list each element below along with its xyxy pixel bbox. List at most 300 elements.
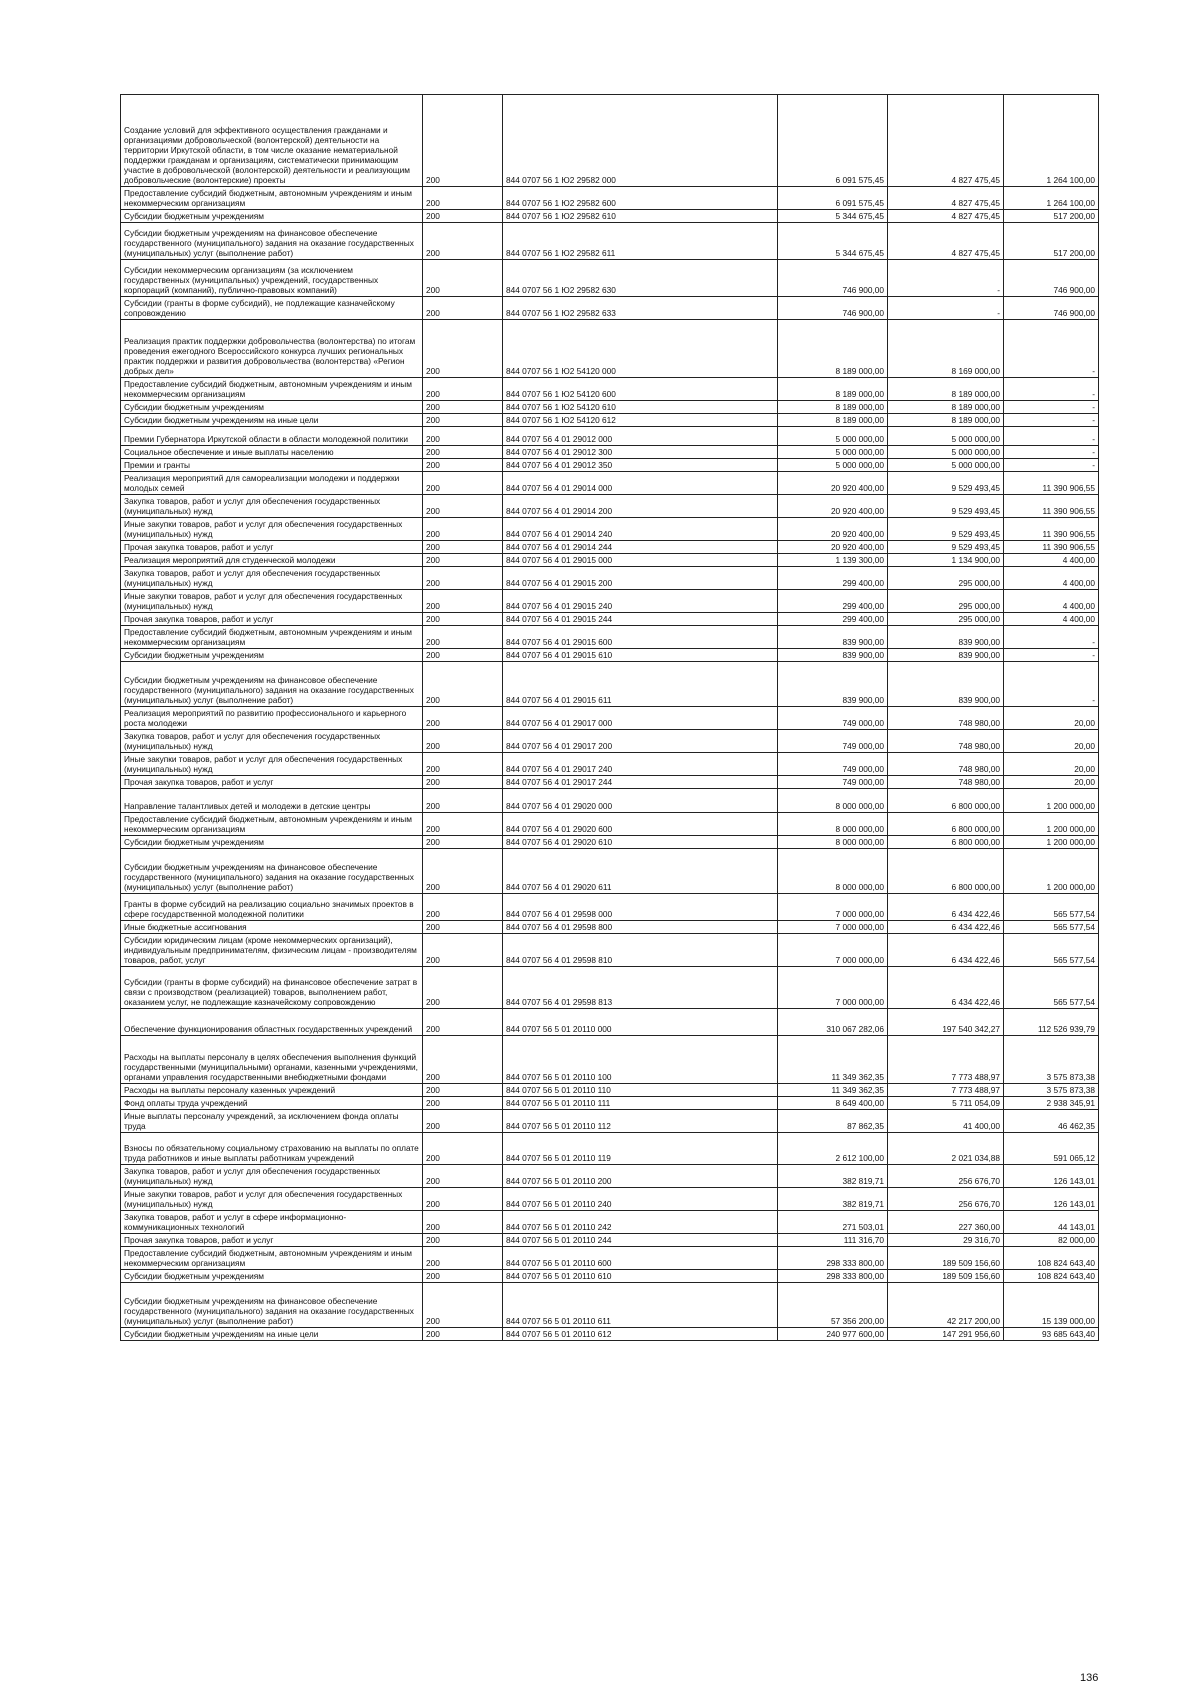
executed-amount: 7 773 488,97 bbox=[888, 1084, 1004, 1097]
executed-amount: 6 800 000,00 bbox=[888, 813, 1004, 836]
table-row bbox=[121, 967, 1099, 1009]
item-name: Субсидии юридическим лицам (кроме некоммерческих организаций), индивидуальным предпринимателям, физическим лицам - производителям товаров, работ, услуг bbox=[121, 934, 423, 967]
table-row bbox=[121, 414, 1099, 427]
table-row bbox=[121, 753, 1099, 776]
budget-classification-code: 844 0707 56 4 01 29015 200 bbox=[503, 567, 778, 590]
item-name: Гранты в форме субсидий на реализацию социально значимых проектов в сфере государственной молодежной политики bbox=[121, 894, 423, 921]
unexecuted-amount: 565 577,54 bbox=[1004, 967, 1099, 1009]
table-row bbox=[121, 894, 1099, 921]
approved-amount: 8 189 000,00 bbox=[778, 320, 888, 378]
executed-amount: 839 900,00 bbox=[888, 662, 1004, 707]
budget-classification-code: 844 0707 56 1 Ю2 54120 000 bbox=[503, 320, 778, 378]
approved-amount: 5 344 675,45 bbox=[778, 210, 888, 223]
admin-code: 200 bbox=[423, 894, 503, 921]
item-name: Предоставление субсидий бюджетным, автономным учреждениям и иным некоммерческим организациям bbox=[121, 378, 423, 401]
unexecuted-amount: 4 400,00 bbox=[1004, 567, 1099, 590]
table-row bbox=[121, 934, 1099, 967]
table-body bbox=[121, 95, 1099, 1341]
table-row bbox=[121, 590, 1099, 613]
admin-code: 200 bbox=[423, 921, 503, 934]
unexecuted-amount: 20,00 bbox=[1004, 730, 1099, 753]
executed-amount: 4 827 475,45 bbox=[888, 210, 1004, 223]
unexecuted-amount: 15 139 000,00 bbox=[1004, 1283, 1099, 1328]
admin-code: 200 bbox=[423, 1165, 503, 1188]
budget-classification-code: 844 0707 56 4 01 29598 813 bbox=[503, 967, 778, 1009]
executed-amount: 6 800 000,00 bbox=[888, 836, 1004, 849]
item-name: Закупка товаров, работ и услуг для обеспечения государственных (муниципальных) нужд bbox=[121, 567, 423, 590]
table-row bbox=[121, 730, 1099, 753]
approved-amount: 298 333 800,00 bbox=[778, 1270, 888, 1283]
executed-amount: 839 900,00 bbox=[888, 649, 1004, 662]
executed-amount: 29 316,70 bbox=[888, 1234, 1004, 1247]
item-name: Закупка товаров, работ и услуг для обеспечения государственных (муниципальных) нужд bbox=[121, 495, 423, 518]
executed-amount: 6 800 000,00 bbox=[888, 849, 1004, 894]
approved-amount: 839 900,00 bbox=[778, 649, 888, 662]
item-name: Прочая закупка товаров, работ и услуг bbox=[121, 613, 423, 626]
budget-classification-code: 844 0707 56 4 01 29014 240 bbox=[503, 518, 778, 541]
item-name: Социальное обеспечение и иные выплаты населению bbox=[121, 446, 423, 459]
table-row bbox=[121, 541, 1099, 554]
budget-classification-code: 844 0707 56 5 01 20110 000 bbox=[503, 1009, 778, 1036]
unexecuted-amount: - bbox=[1004, 427, 1099, 446]
unexecuted-amount: 565 577,54 bbox=[1004, 894, 1099, 921]
approved-amount: 20 920 400,00 bbox=[778, 518, 888, 541]
unexecuted-amount: - bbox=[1004, 459, 1099, 472]
approved-amount: 5 000 000,00 bbox=[778, 427, 888, 446]
unexecuted-amount: 11 390 906,55 bbox=[1004, 518, 1099, 541]
budget-classification-code: 844 0707 56 4 01 29015 244 bbox=[503, 613, 778, 626]
admin-code: 200 bbox=[423, 446, 503, 459]
approved-amount: 749 000,00 bbox=[778, 707, 888, 730]
admin-code: 200 bbox=[423, 662, 503, 707]
executed-amount: 9 529 493,45 bbox=[888, 518, 1004, 541]
approved-amount: 8 000 000,00 bbox=[778, 836, 888, 849]
table-row bbox=[121, 495, 1099, 518]
unexecuted-amount: 82 000,00 bbox=[1004, 1234, 1099, 1247]
approved-amount: 5 000 000,00 bbox=[778, 446, 888, 459]
item-name: Реализация мероприятий для студенческой молодежи bbox=[121, 554, 423, 567]
approved-amount: 746 900,00 bbox=[778, 297, 888, 320]
budget-classification-code: 844 0707 56 5 01 20110 242 bbox=[503, 1211, 778, 1234]
executed-amount: 295 000,00 bbox=[888, 590, 1004, 613]
admin-code: 200 bbox=[423, 1328, 503, 1341]
budget-classification-code: 844 0707 56 4 01 29598 810 bbox=[503, 934, 778, 967]
approved-amount: 20 920 400,00 bbox=[778, 541, 888, 554]
approved-amount: 749 000,00 bbox=[778, 776, 888, 789]
approved-amount: 299 400,00 bbox=[778, 613, 888, 626]
table-row bbox=[121, 649, 1099, 662]
executed-amount: 2 021 034,88 bbox=[888, 1133, 1004, 1165]
unexecuted-amount: - bbox=[1004, 401, 1099, 414]
executed-amount: 147 291 956,60 bbox=[888, 1328, 1004, 1341]
budget-classification-code: 844 0707 56 4 01 29012 300 bbox=[503, 446, 778, 459]
table-row bbox=[121, 1283, 1099, 1328]
unexecuted-amount: 20,00 bbox=[1004, 776, 1099, 789]
unexecuted-amount: 126 143,01 bbox=[1004, 1165, 1099, 1188]
item-name: Субсидии бюджетным учреждениям bbox=[121, 210, 423, 223]
approved-amount: 2 612 100,00 bbox=[778, 1133, 888, 1165]
item-name: Прочая закупка товаров, работ и услуг bbox=[121, 1234, 423, 1247]
unexecuted-amount: - bbox=[1004, 320, 1099, 378]
item-name: Иные закупки товаров, работ и услуг для обеспечения государственных (муниципальных) нужд bbox=[121, 518, 423, 541]
budget-classification-code: 844 0707 56 1 Ю2 54120 610 bbox=[503, 401, 778, 414]
admin-code: 200 bbox=[423, 789, 503, 813]
executed-amount: 4 827 475,45 bbox=[888, 223, 1004, 260]
executed-amount: - bbox=[888, 260, 1004, 297]
approved-amount: 271 503,01 bbox=[778, 1211, 888, 1234]
budget-classification-code: 844 0707 56 4 01 29015 611 bbox=[503, 662, 778, 707]
item-name: Направление талантливых детей и молодежи в детские центры bbox=[121, 789, 423, 813]
executed-amount: 9 529 493,45 bbox=[888, 472, 1004, 495]
table-row bbox=[121, 1133, 1099, 1165]
executed-amount: 6 434 422,46 bbox=[888, 921, 1004, 934]
page-number: 136 bbox=[1080, 1672, 1099, 1684]
unexecuted-amount: - bbox=[1004, 414, 1099, 427]
table-row bbox=[121, 1188, 1099, 1211]
table-row bbox=[121, 626, 1099, 649]
executed-amount: 189 509 156,60 bbox=[888, 1270, 1004, 1283]
approved-amount: 8 000 000,00 bbox=[778, 789, 888, 813]
unexecuted-amount: 44 143,01 bbox=[1004, 1211, 1099, 1234]
approved-amount: 839 900,00 bbox=[778, 626, 888, 649]
budget-classification-code: 844 0707 56 5 01 20110 611 bbox=[503, 1283, 778, 1328]
executed-amount: 295 000,00 bbox=[888, 613, 1004, 626]
budget-classification-code: 844 0707 56 1 Ю2 29582 600 bbox=[503, 187, 778, 210]
table-row bbox=[121, 223, 1099, 260]
item-name: Иные закупки товаров, работ и услуг для обеспечения государственных (муниципальных) нужд bbox=[121, 1188, 423, 1211]
approved-amount: 299 400,00 bbox=[778, 590, 888, 613]
approved-amount: 8 189 000,00 bbox=[778, 401, 888, 414]
item-name: Прочая закупка товаров, работ и услуг bbox=[121, 541, 423, 554]
admin-code: 200 bbox=[423, 297, 503, 320]
budget-classification-code: 844 0707 56 4 01 29020 600 bbox=[503, 813, 778, 836]
table-row bbox=[121, 1165, 1099, 1188]
executed-amount: 5 000 000,00 bbox=[888, 459, 1004, 472]
table-row bbox=[121, 210, 1099, 223]
admin-code: 200 bbox=[423, 320, 503, 378]
item-name: Субсидии бюджетным учреждениям bbox=[121, 401, 423, 414]
admin-code: 200 bbox=[423, 753, 503, 776]
budget-classification-code: 844 0707 56 1 Ю2 29582 633 bbox=[503, 297, 778, 320]
table-row bbox=[121, 320, 1099, 378]
admin-code: 200 bbox=[423, 1036, 503, 1084]
admin-code: 200 bbox=[423, 427, 503, 446]
unexecuted-amount: 591 065,12 bbox=[1004, 1133, 1099, 1165]
table-row bbox=[121, 95, 1099, 187]
item-name: Субсидии (гранты в форме субсидий), не подлежащие казначейскому сопровождению bbox=[121, 297, 423, 320]
admin-code: 200 bbox=[423, 210, 503, 223]
admin-code: 200 bbox=[423, 518, 503, 541]
admin-code: 200 bbox=[423, 459, 503, 472]
budget-classification-code: 844 0707 56 5 01 20110 612 bbox=[503, 1328, 778, 1341]
table-row bbox=[121, 554, 1099, 567]
admin-code: 200 bbox=[423, 1084, 503, 1097]
unexecuted-amount: 11 390 906,55 bbox=[1004, 495, 1099, 518]
unexecuted-amount: 4 400,00 bbox=[1004, 554, 1099, 567]
unexecuted-amount: 112 526 939,79 bbox=[1004, 1009, 1099, 1036]
item-name: Субсидии бюджетным учреждениям на иные цели bbox=[121, 1328, 423, 1341]
executed-amount: 4 827 475,45 bbox=[888, 187, 1004, 210]
budget-classification-code: 844 0707 56 1 Ю2 29582 000 bbox=[503, 95, 778, 187]
unexecuted-amount: 4 400,00 bbox=[1004, 613, 1099, 626]
table-row bbox=[121, 662, 1099, 707]
approved-amount: 310 067 282,06 bbox=[778, 1009, 888, 1036]
budget-classification-code: 844 0707 56 1 Ю2 29582 610 bbox=[503, 210, 778, 223]
admin-code: 200 bbox=[423, 707, 503, 730]
budget-classification-code: 844 0707 56 4 01 29015 240 bbox=[503, 590, 778, 613]
item-name: Субсидии бюджетным учреждениям на финансовое обеспечение государственного (муниципального) задания на оказание государственных (муниципальных) услуг (выполнение работ) bbox=[121, 849, 423, 894]
item-name: Иные бюджетные ассигнования bbox=[121, 921, 423, 934]
table-row bbox=[121, 1211, 1099, 1234]
budget-classification-code: 844 0707 56 5 01 20110 112 bbox=[503, 1110, 778, 1133]
table-row bbox=[121, 789, 1099, 813]
unexecuted-amount: - bbox=[1004, 662, 1099, 707]
executed-amount: 41 400,00 bbox=[888, 1110, 1004, 1133]
budget-classification-code: 844 0707 56 4 01 29598 800 bbox=[503, 921, 778, 934]
budget-classification-code: 844 0707 56 4 01 29020 610 bbox=[503, 836, 778, 849]
admin-code: 200 bbox=[423, 1110, 503, 1133]
table-row bbox=[121, 567, 1099, 590]
item-name: Реализация мероприятий для самореализации молодежи и поддержки молодых семей bbox=[121, 472, 423, 495]
executed-amount: 295 000,00 bbox=[888, 567, 1004, 590]
approved-amount: 20 920 400,00 bbox=[778, 495, 888, 518]
budget-classification-code: 844 0707 56 5 01 20110 200 bbox=[503, 1165, 778, 1188]
budget-classification-code: 844 0707 56 4 01 29017 200 bbox=[503, 730, 778, 753]
admin-code: 200 bbox=[423, 541, 503, 554]
admin-code: 200 bbox=[423, 472, 503, 495]
executed-amount: 839 900,00 bbox=[888, 626, 1004, 649]
unexecuted-amount: 20,00 bbox=[1004, 753, 1099, 776]
budget-classification-code: 844 0707 56 4 01 29014 200 bbox=[503, 495, 778, 518]
table-row bbox=[121, 921, 1099, 934]
approved-amount: 8 000 000,00 bbox=[778, 849, 888, 894]
approved-amount: 746 900,00 bbox=[778, 260, 888, 297]
item-name: Субсидии бюджетным учреждениям на финансовое обеспечение государственного (муниципального) задания на оказание государственных (муниципальных) услуг (выполнение работ) bbox=[121, 223, 423, 260]
approved-amount: 382 819,71 bbox=[778, 1165, 888, 1188]
item-name: Обеспечение функционирования областных государственных учреждений bbox=[121, 1009, 423, 1036]
admin-code: 200 bbox=[423, 1211, 503, 1234]
approved-amount: 8 649 400,00 bbox=[778, 1097, 888, 1110]
item-name: Закупка товаров, работ и услуг для обеспечения государственных (муниципальных) нужд bbox=[121, 730, 423, 753]
budget-sheet bbox=[120, 94, 1098, 1341]
budget-classification-code: 844 0707 56 5 01 20110 610 bbox=[503, 1270, 778, 1283]
unexecuted-amount: 108 824 643,40 bbox=[1004, 1247, 1099, 1270]
executed-amount: 748 980,00 bbox=[888, 753, 1004, 776]
executed-amount: 6 434 422,46 bbox=[888, 967, 1004, 1009]
approved-amount: 1 139 300,00 bbox=[778, 554, 888, 567]
table-row bbox=[121, 459, 1099, 472]
item-name: Субсидии бюджетным учреждениям на финансовое обеспечение государственного (муниципального) задания на оказание государственных (муниципальных) услуг (выполнение работ) bbox=[121, 1283, 423, 1328]
approved-amount: 5 000 000,00 bbox=[778, 459, 888, 472]
unexecuted-amount: 746 900,00 bbox=[1004, 297, 1099, 320]
unexecuted-amount: - bbox=[1004, 649, 1099, 662]
table-row bbox=[121, 613, 1099, 626]
unexecuted-amount: - bbox=[1004, 378, 1099, 401]
admin-code: 200 bbox=[423, 187, 503, 210]
executed-amount: 189 509 156,60 bbox=[888, 1247, 1004, 1270]
executed-amount: 748 980,00 bbox=[888, 707, 1004, 730]
table-row bbox=[121, 401, 1099, 414]
admin-code: 200 bbox=[423, 223, 503, 260]
item-name: Иные закупки товаров, работ и услуг для обеспечения государственных (муниципальных) нужд bbox=[121, 590, 423, 613]
item-name: Предоставление субсидий бюджетным, автономным учреждениям и иным некоммерческим организациям bbox=[121, 187, 423, 210]
budget-classification-code: 844 0707 56 4 01 29012 350 bbox=[503, 459, 778, 472]
approved-amount: 6 091 575,45 bbox=[778, 187, 888, 210]
approved-amount: 749 000,00 bbox=[778, 730, 888, 753]
item-name: Субсидии бюджетным учреждениям на иные цели bbox=[121, 414, 423, 427]
budget-classification-code: 844 0707 56 4 01 29017 240 bbox=[503, 753, 778, 776]
unexecuted-amount: 1 200 000,00 bbox=[1004, 813, 1099, 836]
unexecuted-amount: 565 577,54 bbox=[1004, 934, 1099, 967]
item-name: Премии и гранты bbox=[121, 459, 423, 472]
admin-code: 200 bbox=[423, 1133, 503, 1165]
admin-code: 200 bbox=[423, 495, 503, 518]
table-row bbox=[121, 1036, 1099, 1084]
item-name: Субсидии (гранты в форме субсидий) на финансовое обеспечение затрат в связи с производством (реализацией) товаров, выполнением работ, оказанием услуг, не подлежащие казначейскому сопровождению bbox=[121, 967, 423, 1009]
budget-classification-code: 844 0707 56 1 Ю2 54120 612 bbox=[503, 414, 778, 427]
unexecuted-amount: 1 200 000,00 bbox=[1004, 789, 1099, 813]
admin-code: 200 bbox=[423, 1270, 503, 1283]
table-row bbox=[121, 707, 1099, 730]
item-name: Иные закупки товаров, работ и услуг для обеспечения государственных (муниципальных) нужд bbox=[121, 753, 423, 776]
executed-amount: 8 189 000,00 bbox=[888, 401, 1004, 414]
item-name: Закупка товаров, работ и услуг для обеспечения государственных (муниципальных) нужд bbox=[121, 1165, 423, 1188]
admin-code: 200 bbox=[423, 401, 503, 414]
item-name: Закупка товаров, работ и услуг в сфере информационно-коммуникационных технологий bbox=[121, 1211, 423, 1234]
executed-amount: 1 134 900,00 bbox=[888, 554, 1004, 567]
budget-classification-code: 844 0707 56 1 Ю2 54120 600 bbox=[503, 378, 778, 401]
approved-amount: 6 091 575,45 bbox=[778, 95, 888, 187]
admin-code: 200 bbox=[423, 1234, 503, 1247]
executed-amount: 8 189 000,00 bbox=[888, 414, 1004, 427]
executed-amount: 8 189 000,00 bbox=[888, 378, 1004, 401]
budget-classification-code: 844 0707 56 4 01 29014 244 bbox=[503, 541, 778, 554]
executed-amount: 748 980,00 bbox=[888, 730, 1004, 753]
admin-code: 200 bbox=[423, 1097, 503, 1110]
budget-classification-code: 844 0707 56 5 01 20110 244 bbox=[503, 1234, 778, 1247]
approved-amount: 7 000 000,00 bbox=[778, 894, 888, 921]
budget-classification-code: 844 0707 56 4 01 29017 244 bbox=[503, 776, 778, 789]
admin-code: 200 bbox=[423, 776, 503, 789]
table-row bbox=[121, 776, 1099, 789]
executed-amount: 5 711 054,09 bbox=[888, 1097, 1004, 1110]
item-name: Премии Губернатора Иркутской области в области молодежной политики bbox=[121, 427, 423, 446]
table-row bbox=[121, 1234, 1099, 1247]
item-name: Взносы по обязательному социальному страхованию на выплаты по оплате труда работников и иные выплаты работникам учреждений bbox=[121, 1133, 423, 1165]
unexecuted-amount: 746 900,00 bbox=[1004, 260, 1099, 297]
unexecuted-amount: 1 200 000,00 bbox=[1004, 836, 1099, 849]
table-row bbox=[121, 849, 1099, 894]
approved-amount: 11 349 362,35 bbox=[778, 1036, 888, 1084]
budget-classification-code: 844 0707 56 5 01 20110 111 bbox=[503, 1097, 778, 1110]
unexecuted-amount: 126 143,01 bbox=[1004, 1188, 1099, 1211]
table-row bbox=[121, 427, 1099, 446]
executed-amount: 227 360,00 bbox=[888, 1211, 1004, 1234]
approved-amount: 5 344 675,45 bbox=[778, 223, 888, 260]
executed-amount: - bbox=[888, 297, 1004, 320]
table-row bbox=[121, 813, 1099, 836]
budget-classification-code: 844 0707 56 5 01 20110 110 bbox=[503, 1084, 778, 1097]
approved-amount: 87 862,35 bbox=[778, 1110, 888, 1133]
unexecuted-amount: - bbox=[1004, 446, 1099, 459]
budget-classification-code: 844 0707 56 5 01 20110 240 bbox=[503, 1188, 778, 1211]
table-row bbox=[121, 518, 1099, 541]
unexecuted-amount: 11 390 906,55 bbox=[1004, 541, 1099, 554]
executed-amount: 8 169 000,00 bbox=[888, 320, 1004, 378]
executed-amount: 9 529 493,45 bbox=[888, 541, 1004, 554]
admin-code: 200 bbox=[423, 554, 503, 567]
unexecuted-amount: 1 264 100,00 bbox=[1004, 187, 1099, 210]
executed-amount: 9 529 493,45 bbox=[888, 495, 1004, 518]
executed-amount: 4 827 475,45 bbox=[888, 95, 1004, 187]
item-name: Реализация практик поддержки добровольчества (волонтерства) по итогам проведения ежегодного Всероссийского конкурса лучших региональных практик поддержки и развития добровольчества (волонтерства) «Регион добрых дел» bbox=[121, 320, 423, 378]
table-row bbox=[121, 1328, 1099, 1341]
unexecuted-amount: 1 200 000,00 bbox=[1004, 849, 1099, 894]
admin-code: 200 bbox=[423, 613, 503, 626]
approved-amount: 298 333 800,00 bbox=[778, 1247, 888, 1270]
item-name: Субсидии бюджетным учреждениям на финансовое обеспечение государственного (муниципального) задания на оказание государственных (муниципальных) услуг (выполнение работ) bbox=[121, 662, 423, 707]
approved-amount: 8 189 000,00 bbox=[778, 414, 888, 427]
item-name: Расходы на выплаты персоналу в целях обеспечения выполнения функций государственными (муниципальными) органами, казенными учреждениями, органами управления государственными внебюджетными фондами bbox=[121, 1036, 423, 1084]
executed-amount: 7 773 488,97 bbox=[888, 1036, 1004, 1084]
budget-classification-code: 844 0707 56 4 01 29012 000 bbox=[503, 427, 778, 446]
table-row bbox=[121, 378, 1099, 401]
admin-code: 200 bbox=[423, 934, 503, 967]
budget-classification-code: 844 0707 56 4 01 29017 000 bbox=[503, 707, 778, 730]
approved-amount: 7 000 000,00 bbox=[778, 967, 888, 1009]
item-name: Фонд оплаты труда учреждений bbox=[121, 1097, 423, 1110]
approved-amount: 7 000 000,00 bbox=[778, 921, 888, 934]
executed-amount: 5 000 000,00 bbox=[888, 427, 1004, 446]
admin-code: 200 bbox=[423, 649, 503, 662]
admin-code: 200 bbox=[423, 378, 503, 401]
table-row bbox=[121, 836, 1099, 849]
table-row bbox=[121, 260, 1099, 297]
budget-classification-code: 844 0707 56 4 01 29020 000 bbox=[503, 789, 778, 813]
admin-code: 200 bbox=[423, 1283, 503, 1328]
unexecuted-amount: 517 200,00 bbox=[1004, 210, 1099, 223]
approved-amount: 749 000,00 bbox=[778, 753, 888, 776]
admin-code: 200 bbox=[423, 849, 503, 894]
unexecuted-amount: 46 462,35 bbox=[1004, 1110, 1099, 1133]
budget-execution-table bbox=[120, 94, 1099, 1341]
item-name: Предоставление субсидий бюджетным, автономным учреждениям и иным некоммерческим организациям bbox=[121, 1247, 423, 1270]
item-name: Иные выплаты персоналу учреждений, за исключением фонда оплаты труда bbox=[121, 1110, 423, 1133]
admin-code: 200 bbox=[423, 1188, 503, 1211]
unexecuted-amount: 4 400,00 bbox=[1004, 590, 1099, 613]
table-row bbox=[121, 1247, 1099, 1270]
budget-classification-code: 844 0707 56 5 01 20110 600 bbox=[503, 1247, 778, 1270]
table-row bbox=[121, 1270, 1099, 1283]
unexecuted-amount: 565 577,54 bbox=[1004, 921, 1099, 934]
unexecuted-amount: 3 575 873,38 bbox=[1004, 1036, 1099, 1084]
table-row bbox=[121, 187, 1099, 210]
admin-code: 200 bbox=[423, 626, 503, 649]
unexecuted-amount: 517 200,00 bbox=[1004, 223, 1099, 260]
executed-amount: 748 980,00 bbox=[888, 776, 1004, 789]
approved-amount: 7 000 000,00 bbox=[778, 934, 888, 967]
executed-amount: 6 434 422,46 bbox=[888, 934, 1004, 967]
approved-amount: 240 977 600,00 bbox=[778, 1328, 888, 1341]
table-row bbox=[121, 1009, 1099, 1036]
admin-code: 200 bbox=[423, 967, 503, 1009]
table-row bbox=[121, 297, 1099, 320]
item-name: Расходы на выплаты персоналу казенных учреждений bbox=[121, 1084, 423, 1097]
budget-classification-code: 844 0707 56 1 Ю2 29582 611 bbox=[503, 223, 778, 260]
approved-amount: 20 920 400,00 bbox=[778, 472, 888, 495]
budget-classification-code: 844 0707 56 5 01 20110 119 bbox=[503, 1133, 778, 1165]
table-row bbox=[121, 472, 1099, 495]
